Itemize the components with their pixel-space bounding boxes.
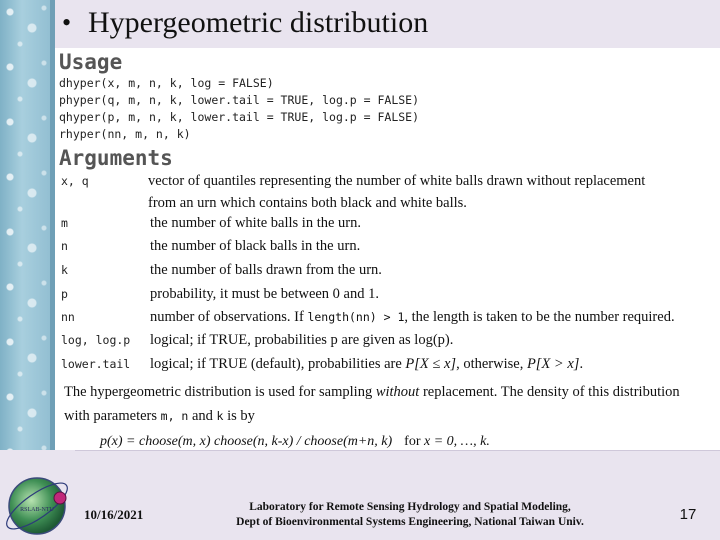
arg-name-xq: x, q <box>61 174 89 188</box>
lab-logo-text: RSLAB-NTU <box>20 507 54 513</box>
details-line-2-b: and <box>188 408 217 424</box>
slide-title: Hypergeometric distribution <box>88 6 429 39</box>
density-formula <box>100 434 490 450</box>
arg-name-lower-tail: lower.tail <box>61 357 131 371</box>
page-number: 17 <box>679 506 697 523</box>
usage-line-dhyper: dhyper(x, m, n, k, log = FALSE) <box>59 76 274 90</box>
arg-desc-nn-code: length(nn) > 1 <box>307 310 405 324</box>
density-formula-expression: p(x) = choose(m, x) choose(n, k-x) / choose(m+n, k) <box>100 434 393 449</box>
decorative-side-strip <box>0 0 55 450</box>
arg-desc-xq: vector of quantiles representing the number of white balls drawn without replacement <box>148 173 646 189</box>
arg-desc-lower-tail-math-a: P[X ≤ x] <box>405 356 457 372</box>
footer-separator <box>75 450 720 451</box>
arg-desc-lower-tail-c: . <box>579 356 584 372</box>
usage-heading: Usage <box>59 50 123 74</box>
details-line-1-a: The hypergeometric distribution is used for sampling <box>64 384 376 400</box>
arg-desc-log: logical; if TRUE, probabilities p are given as log(p). <box>150 332 454 348</box>
usage-line-rhyper: rhyper(nn, m, n, k) <box>59 127 191 141</box>
arg-desc-k: the number of balls drawn from the urn. <box>150 262 382 278</box>
arguments-heading: Arguments <box>59 146 173 170</box>
slide-date: 10/16/2021 <box>84 507 144 522</box>
arg-desc-nn <box>150 309 675 326</box>
usage-line-phyper: phyper(q, m, n, k, lower.tail = TRUE, log.p = FALSE) <box>59 93 420 107</box>
arg-name-p: p <box>61 287 68 301</box>
arg-name-log: log, log.p <box>61 333 131 347</box>
details-line-2-code-2: k <box>216 409 224 423</box>
arg-name-n: n <box>61 239 68 253</box>
density-formula-for: for <box>404 434 424 449</box>
lab-affiliation-line-2: Dept of Bioenvironmental Systems Engineering, National Taiwan Univ. <box>236 516 584 528</box>
details-line-2-c: is by <box>223 408 255 424</box>
arg-desc-m: the number of white balls in the urn. <box>150 215 362 231</box>
arg-desc-nn-text-a: number of observations. If <box>150 309 308 325</box>
arg-desc-xq-cont: from an urn which contains both black and white balls. <box>148 195 467 211</box>
arg-desc-nn-text-b: , the length is taken to be the number required. <box>404 309 675 325</box>
lab-affiliation <box>200 500 620 530</box>
arg-name-m: m <box>61 216 68 230</box>
details-line-2-a: with parameters <box>64 408 161 424</box>
lab-logo <box>4 452 74 538</box>
details-line-2-code-1: m, n <box>160 409 189 423</box>
arg-desc-p: probability, it must be between 0 and 1. <box>150 286 379 302</box>
arg-desc-lower-tail-a: logical; if TRUE (default), probabilities are <box>150 356 406 372</box>
details-line-1-em: without <box>375 384 420 400</box>
arg-name-k: k <box>61 263 68 277</box>
details-line-1 <box>64 384 680 401</box>
arg-desc-lower-tail <box>150 356 583 373</box>
arg-desc-n: the number of black balls in the urn. <box>150 238 361 254</box>
r-help-excerpt <box>55 48 720 450</box>
arg-desc-lower-tail-math-b: P[X > x] <box>526 356 580 372</box>
usage-line-qhyper: qhyper(p, m, n, k, lower.tail = TRUE, log.p = FALSE) <box>59 110 420 124</box>
arg-desc-lower-tail-b: , otherwise, <box>456 356 527 372</box>
arg-name-nn: nn <box>61 310 75 324</box>
density-formula-range: x = 0, …, k. <box>424 434 490 449</box>
details-line-2 <box>64 408 255 425</box>
details-line-1-b: replacement. The density of this distribution <box>419 384 680 400</box>
title-bullet: • <box>62 8 72 37</box>
lab-affiliation-line-1: Laboratory for Remote Sensing Hydrology and Spatial Modeling, <box>249 501 571 513</box>
